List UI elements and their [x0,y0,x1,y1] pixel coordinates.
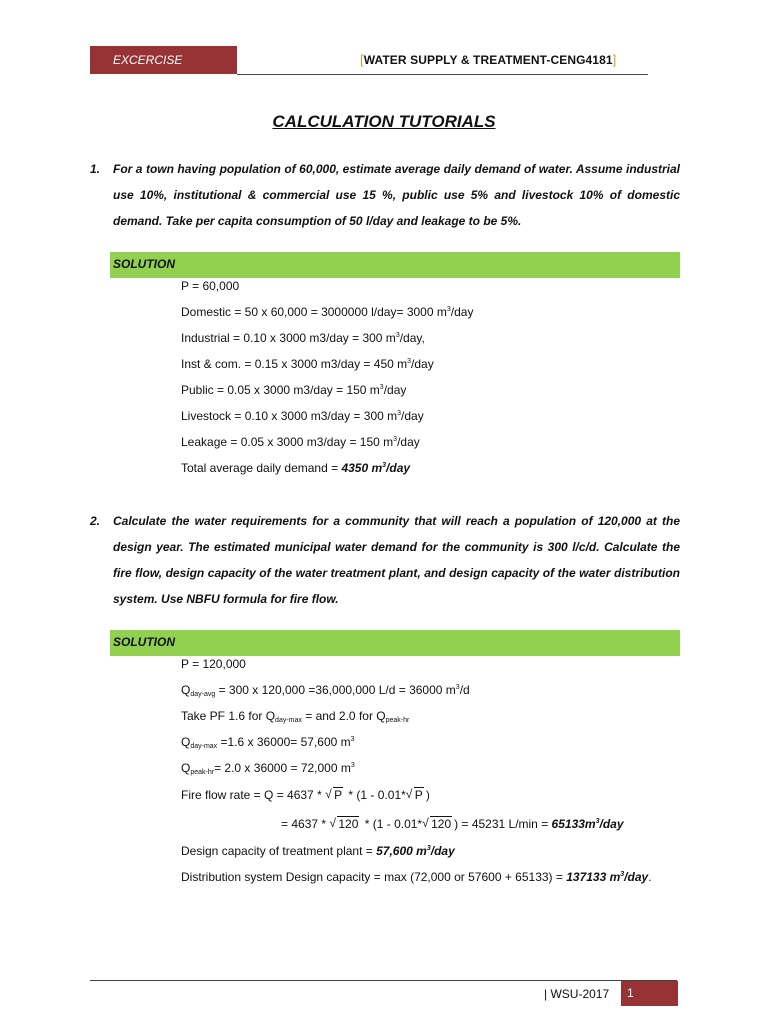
unit-tail: /day [383,383,407,397]
q2-population: P = 120,000 [181,657,246,671]
q1-domestic-expr: Domestic = 50 x 60,000 = 3000000 l/day= 3000 m [181,305,447,319]
q-letter: Q [181,735,191,749]
q2-fire-flow-value [552,817,624,831]
sup-3: 3 [350,762,355,769]
question-1-number: 1. [90,162,101,176]
page-number: 1 [621,981,678,1006]
q1-total-value [341,461,410,475]
q1-total-label: Total average daily demand = [181,461,342,475]
question-2-number: 2. [90,514,101,528]
header-course-name: WATER SUPPLY & TREATMENT-CENG4181 [363,53,613,67]
sub-day-max: day-max [275,717,302,724]
sub-day-avg: day-avg [190,691,216,698]
footer-rule [90,980,677,981]
sqrt-symbol [329,817,359,831]
sup-3: 3 [620,871,625,878]
sub-peak-hr: peak-hr [190,769,215,776]
unit-tail: /day, [399,331,425,345]
header-rule [237,74,648,75]
q-letter: Q [181,683,191,697]
radicand-120: 120 [431,817,452,831]
q2-qmax-expr: =1.6 x 36000= 57,600 m [217,735,351,749]
q2-pf-mid: = and 2.0 for [301,709,377,723]
header-bracket-close: ] [612,52,617,67]
q2-fire-flow-result [281,817,624,831]
q2-peak-factor [181,709,409,724]
unit-tail: /day [624,870,649,884]
sqrt-symbol [406,788,424,802]
q2-fire2-a: = 4637 * [281,817,330,831]
q2-pf-start: Take PF 1.6 for [181,709,266,723]
footer-text: | WSU-2017 [544,987,610,1001]
q2-dist-value [566,870,648,884]
unit-tail: /day [430,844,455,858]
q2-fire-flow-formula [181,788,430,802]
radicand-p: P [414,788,423,802]
unit-tail: /day [401,409,424,423]
sup-3: 3 [446,306,451,313]
q1-domestic [181,305,473,319]
q2-dist-number: 137133 m [566,870,621,884]
question-1-text: For a town having population of 60,000, estimate average daily demand of water. Assume industrial use 10%, institutional & commercial use 15 %, public use 5% and livestock 10% of domestic demand. Take per capita consumption of 50 l/day and leakage to be 5%. [113,162,680,228]
q1-public-expr: Public = 0.05 x 3000 m3/day = 150 m [181,383,380,397]
q1-total-number: 4350 m [341,461,383,475]
sup-3: 3 [350,736,355,743]
q2-fire-c: ) [425,788,430,802]
header-bracket-open: [ [360,52,364,67]
unit-tail: /d [459,683,470,697]
q-letter: Q [181,761,191,775]
q1-industrial [181,331,425,345]
q1-inst-expr: Inst & com. = 0.15 x 3000 m3/day = 450 m [181,357,408,371]
sup-3: 3 [395,332,400,339]
header-tab-label: EXCERCISE [113,53,183,67]
q2-qavg-expr: = 300 x 120,000 =36,000,000 L/d = 36000 m [215,683,456,697]
q2-treatment-label: Design capacity of treatment plant = [181,844,377,858]
q2-fire2-number: 65133m [551,817,596,831]
radicand-120: 120 [338,817,359,831]
sqrt-symbol [422,817,452,831]
sub-peak-hr: peak-hr [385,717,410,724]
q2-fire-b: * (1 - 0.01* [345,788,406,802]
q1-leakage-expr: Leakage = 0.05 x 3000 m3/day = 150 m [181,435,394,449]
q2-q-day-max [181,735,355,750]
unit-tail: /day [386,461,411,475]
q2-dist-label: Distribution system Design capacity = max (72,000 or 57600 + 65133) = [181,870,567,884]
q1-population: P = 60,000 [181,279,240,293]
q2-q-day-avg [181,683,470,698]
q1-livestock-expr: Livestock = 0.10 x 3000 m3/day = 300 m [181,409,398,423]
q1-livestock [181,409,424,423]
q2-treatment-number: 57,600 m [376,844,427,858]
sup-3: 3 [382,462,387,469]
q2-qpeak-expr: = 2.0 x 36000 = 72,000 m [214,761,351,775]
radicand-p: P [334,788,343,802]
q1-total [181,461,410,475]
q1-public [181,383,406,397]
q2-q-peak-hr [181,761,355,776]
sup-3: 3 [426,845,431,852]
page-title: CALCULATION TUTORIALS [272,112,496,131]
question-1-solution-bar: SOLUTION [110,252,680,278]
sup-3: 3 [393,436,398,443]
q2-treatment-value [376,844,455,858]
unit-tail: /day [397,435,420,449]
q1-inst-com [181,357,434,371]
q1-industrial-expr: Industrial = 0.10 x 3000 m3/day = 300 m [181,331,396,345]
q-letter: Q [265,709,276,723]
unit-tail: /day [599,817,624,831]
q2-treatment-capacity [181,844,455,858]
header-tab [90,46,237,74]
q2-distribution-capacity [181,870,652,884]
sup-3: 3 [397,410,402,417]
q-letter: Q [376,709,386,723]
q2-fire2-c: ) = 45231 L/min = [454,817,552,831]
q2-fire2-b: * (1 - 0.01* [361,817,423,831]
sqrt-symbol [325,788,343,802]
q2-fire-a: Fire flow rate = Q = 4637 * [181,788,326,802]
sup-3: 3 [455,684,460,691]
sup-3: 3 [407,358,412,365]
period: . [648,870,652,884]
question-2-text: Calculate the water requirements for a community that will reach a population of 120,000 at the design year. The estimated municipal water demand for the community is 300 l/c/d. Calculate the fire flow, design capacity of the water treatment plant, and design capacity of the water distribution system. Use NBFU formula for fire flow. [113,514,680,606]
header-course-title [360,52,616,67]
unit-tail: /day [450,305,474,319]
sup-3: 3 [379,384,384,391]
sup-3: 3 [595,818,600,825]
q1-leakage [181,435,420,449]
unit-tail: /day [411,357,434,371]
sub-day-max: day-max [190,743,218,750]
question-2-solution-bar: SOLUTION [110,630,680,656]
